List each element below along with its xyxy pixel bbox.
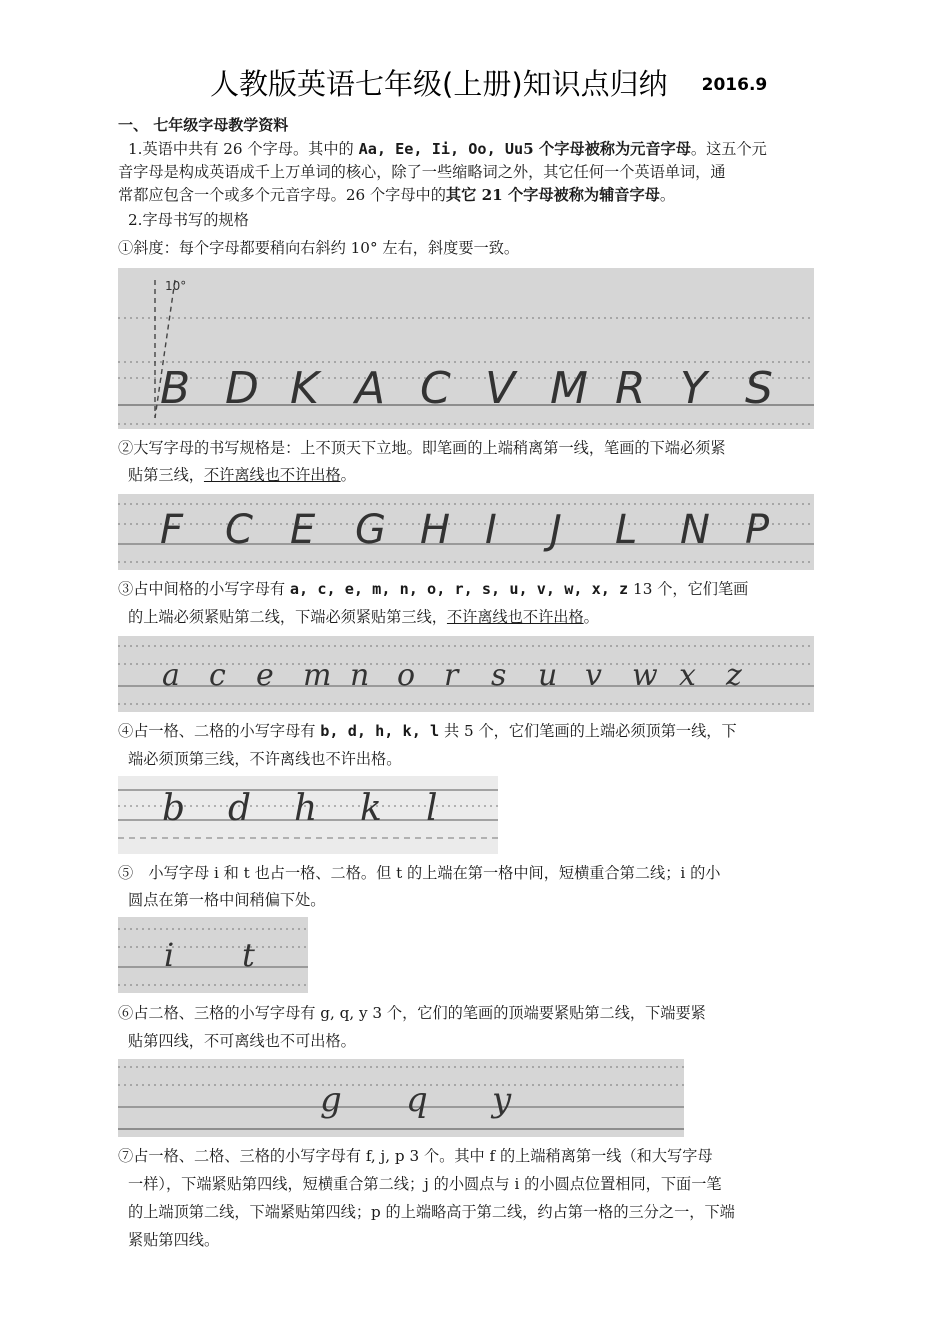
handwritten-letter-B: B	[160, 363, 191, 414]
handwritten-letter-N: N	[680, 507, 710, 553]
rule-1-slant: ①斜度：每个字母都要稍向右斜约 10° 左右，斜度要一致。	[118, 239, 520, 257]
handwriting-strip-ascenders	[118, 776, 498, 854]
bold-text: 5 个字母被称为元音字母	[523, 140, 691, 158]
handwriting-strip-capitals	[118, 494, 814, 570]
bold-text: 其它 21 个字母被称为辅音字母	[445, 186, 660, 204]
handwritten-letter-F: F	[160, 507, 184, 553]
middle-letters: a, c, e, m, n, o, r, s, u, v, w, x, z	[289, 580, 629, 598]
rule-3-line-1	[118, 578, 888, 600]
handwritten-letter-V: V	[485, 363, 516, 414]
handwritten-letter-w: w	[632, 658, 658, 693]
vowel-letters: Aa, Ee, Ii, Oo, Uu	[358, 140, 524, 158]
paragraph-1-line-3	[118, 184, 888, 206]
text-span: 共 5 个，它们笔画的上端必须顶第一线，下	[439, 722, 737, 740]
strip-6-svg	[118, 1059, 684, 1137]
rule-4-line-1	[118, 720, 888, 742]
strip-2-letters	[160, 507, 770, 553]
handwritten-letter-A: A	[355, 363, 386, 414]
handwritten-letter-Y: Y	[680, 363, 707, 414]
handwritten-letter-h: h	[294, 788, 318, 829]
angle-label: 10°	[165, 279, 187, 293]
rule-2-line-1: ②大写字母的书写规格是：上不顶天下立地。即笔画的上端稍离第一线，笔画的下端必须紧	[118, 439, 726, 457]
handwritten-letter-v: v	[585, 658, 602, 693]
handwritten-letter-I: I	[485, 507, 497, 553]
rule-5-line-2: 圆点在第一格中间稍偏下处。	[128, 891, 326, 909]
rule-7-line-3: 的上端顶第二线，下端紧贴第四线；p 的上端略高于第二线，约占第一格的三分之一，下端	[128, 1203, 735, 1221]
title-text: 人教版英语七年级(上册)知识点归纳	[210, 67, 668, 101]
rule-6-line-2: 贴第四线，不可离线也不可出格。	[128, 1032, 356, 1050]
handwritten-letter-L: L	[615, 507, 638, 553]
strip-3-letters	[162, 658, 742, 693]
handwritten-letter-M: M	[550, 363, 588, 414]
handwritten-letter-q: q	[406, 1080, 428, 1120]
handwritten-letter-a: a	[162, 658, 180, 693]
handwritten-letter-o: o	[397, 658, 416, 693]
handwritten-letter-t: t	[242, 936, 255, 974]
handwritten-letter-y: y	[492, 1080, 512, 1120]
paragraph-1-line-2: 音字母是构成英语成千上万单词的核心，除了一些缩略词之外，其它任何一个英语单词，通	[118, 163, 726, 181]
text-span: 的上端必须紧贴第二线，下端必须紧贴第三线，	[128, 608, 447, 626]
strip-1-letters	[160, 363, 773, 414]
handwritten-letter-e: e	[256, 658, 274, 693]
strip-4-letters	[162, 788, 438, 829]
handwritten-letter-s: s	[491, 658, 507, 693]
handwritten-letter-x: x	[679, 658, 696, 693]
handwritten-letter-G: G	[355, 507, 386, 553]
handwriting-strip-slant	[118, 268, 814, 429]
handwritten-letter-D: D	[225, 363, 259, 414]
handwritten-letter-C: C	[225, 507, 253, 553]
text-span: 。这五个元	[690, 140, 767, 158]
handwritten-letter-K: K	[290, 363, 319, 414]
text-span: ④占一格、二格的小写字母有	[118, 722, 321, 740]
handwritten-letter-c: c	[209, 658, 226, 693]
handwritten-letter-z: z	[726, 658, 742, 693]
page-title	[210, 62, 767, 103]
strip-3-svg	[118, 636, 814, 712]
text-span: 常都应包含一个或多个元音字母。26 个字母中的	[118, 186, 446, 204]
rule-6-line-1: ⑥占二格、三格的小写字母有 g, q, y 3 个，它们的笔画的顶端要紧贴第二线，下端要紧	[118, 1004, 706, 1022]
handwritten-letter-S: S	[745, 363, 773, 414]
text-span: 。	[659, 186, 676, 204]
handwritten-letter-r: r	[444, 658, 459, 693]
handwritten-letter-P: P	[745, 507, 770, 553]
underlined-text: 不许离线也不许出格	[203, 466, 341, 484]
handwriting-strip-i-t	[118, 917, 308, 993]
handwritten-letter-d: d	[228, 788, 252, 829]
handwritten-letter-C: C	[420, 363, 451, 414]
handwritten-letter-n: n	[350, 658, 370, 693]
strip-5-letters	[164, 936, 255, 974]
title-date: 2016.9	[701, 75, 768, 95]
underlined-text: 不许离线也不许出格	[446, 608, 584, 626]
handwritten-letter-k: k	[360, 788, 382, 829]
text-span: 1.英语中共有 26 个字母。其中的	[128, 140, 359, 158]
rule-4-line-2: 端必须顶第三线，不许离线也不许出格。	[128, 750, 402, 768]
text-span: 13 个，它们笔画	[628, 580, 749, 598]
strip-2-svg	[118, 494, 814, 570]
subheading-writing-rules: 2.字母书写的规格	[128, 211, 249, 229]
paragraph-1-line-1	[128, 138, 898, 160]
handwritten-letter-b: b	[162, 788, 186, 829]
ascender-letters: b, d, h, k, l	[320, 722, 440, 740]
section-heading: 一、 七年级字母教学资料	[118, 116, 289, 134]
text-span: 。	[340, 466, 356, 484]
handwritten-letter-H: H	[420, 507, 451, 553]
handwritten-letter-i: i	[164, 936, 175, 974]
text-span: ③占中间格的小写字母有	[118, 580, 290, 598]
handwritten-letter-E: E	[290, 507, 316, 553]
handwritten-letter-u: u	[538, 658, 558, 693]
strip-1-svg	[118, 268, 814, 429]
handwritten-letter-l: l	[426, 788, 438, 829]
strip-4-svg	[118, 776, 498, 854]
strip-6-letters	[320, 1080, 512, 1120]
rule-7-line-4: 紧贴第四线。	[128, 1231, 220, 1249]
text-span: 贴第三线，	[128, 466, 204, 484]
rule-7-line-2: 一样），下端紧贴第四线，短横重合第二线；j 的小圆点与 i 的小圆点位置相同，下面一笔	[128, 1175, 722, 1193]
handwritten-letter-J: J	[550, 507, 562, 553]
rule-5-line-1: ⑤ 小写字母 i 和 t 也占一格、二格。但 t 的上端在第一格中间，短横重合第二线；i 的小	[118, 864, 721, 882]
strip-5-svg	[118, 917, 308, 993]
handwritten-letter-g: g	[320, 1080, 342, 1120]
text-span: 。	[583, 608, 599, 626]
handwriting-strip-descenders	[118, 1059, 684, 1137]
rule-2-line-2	[128, 464, 898, 486]
rule-3-line-2	[128, 606, 898, 628]
handwritten-letter-R: R	[615, 363, 646, 414]
rule-7-line-1: ⑦占一格、二格、三格的小写字母有 f, j, p 3 个。其中 f 的上端稍离第一线（和大写字母	[118, 1147, 713, 1165]
handwritten-letter-m: m	[303, 658, 332, 693]
handwriting-strip-middle-letters	[118, 636, 814, 712]
